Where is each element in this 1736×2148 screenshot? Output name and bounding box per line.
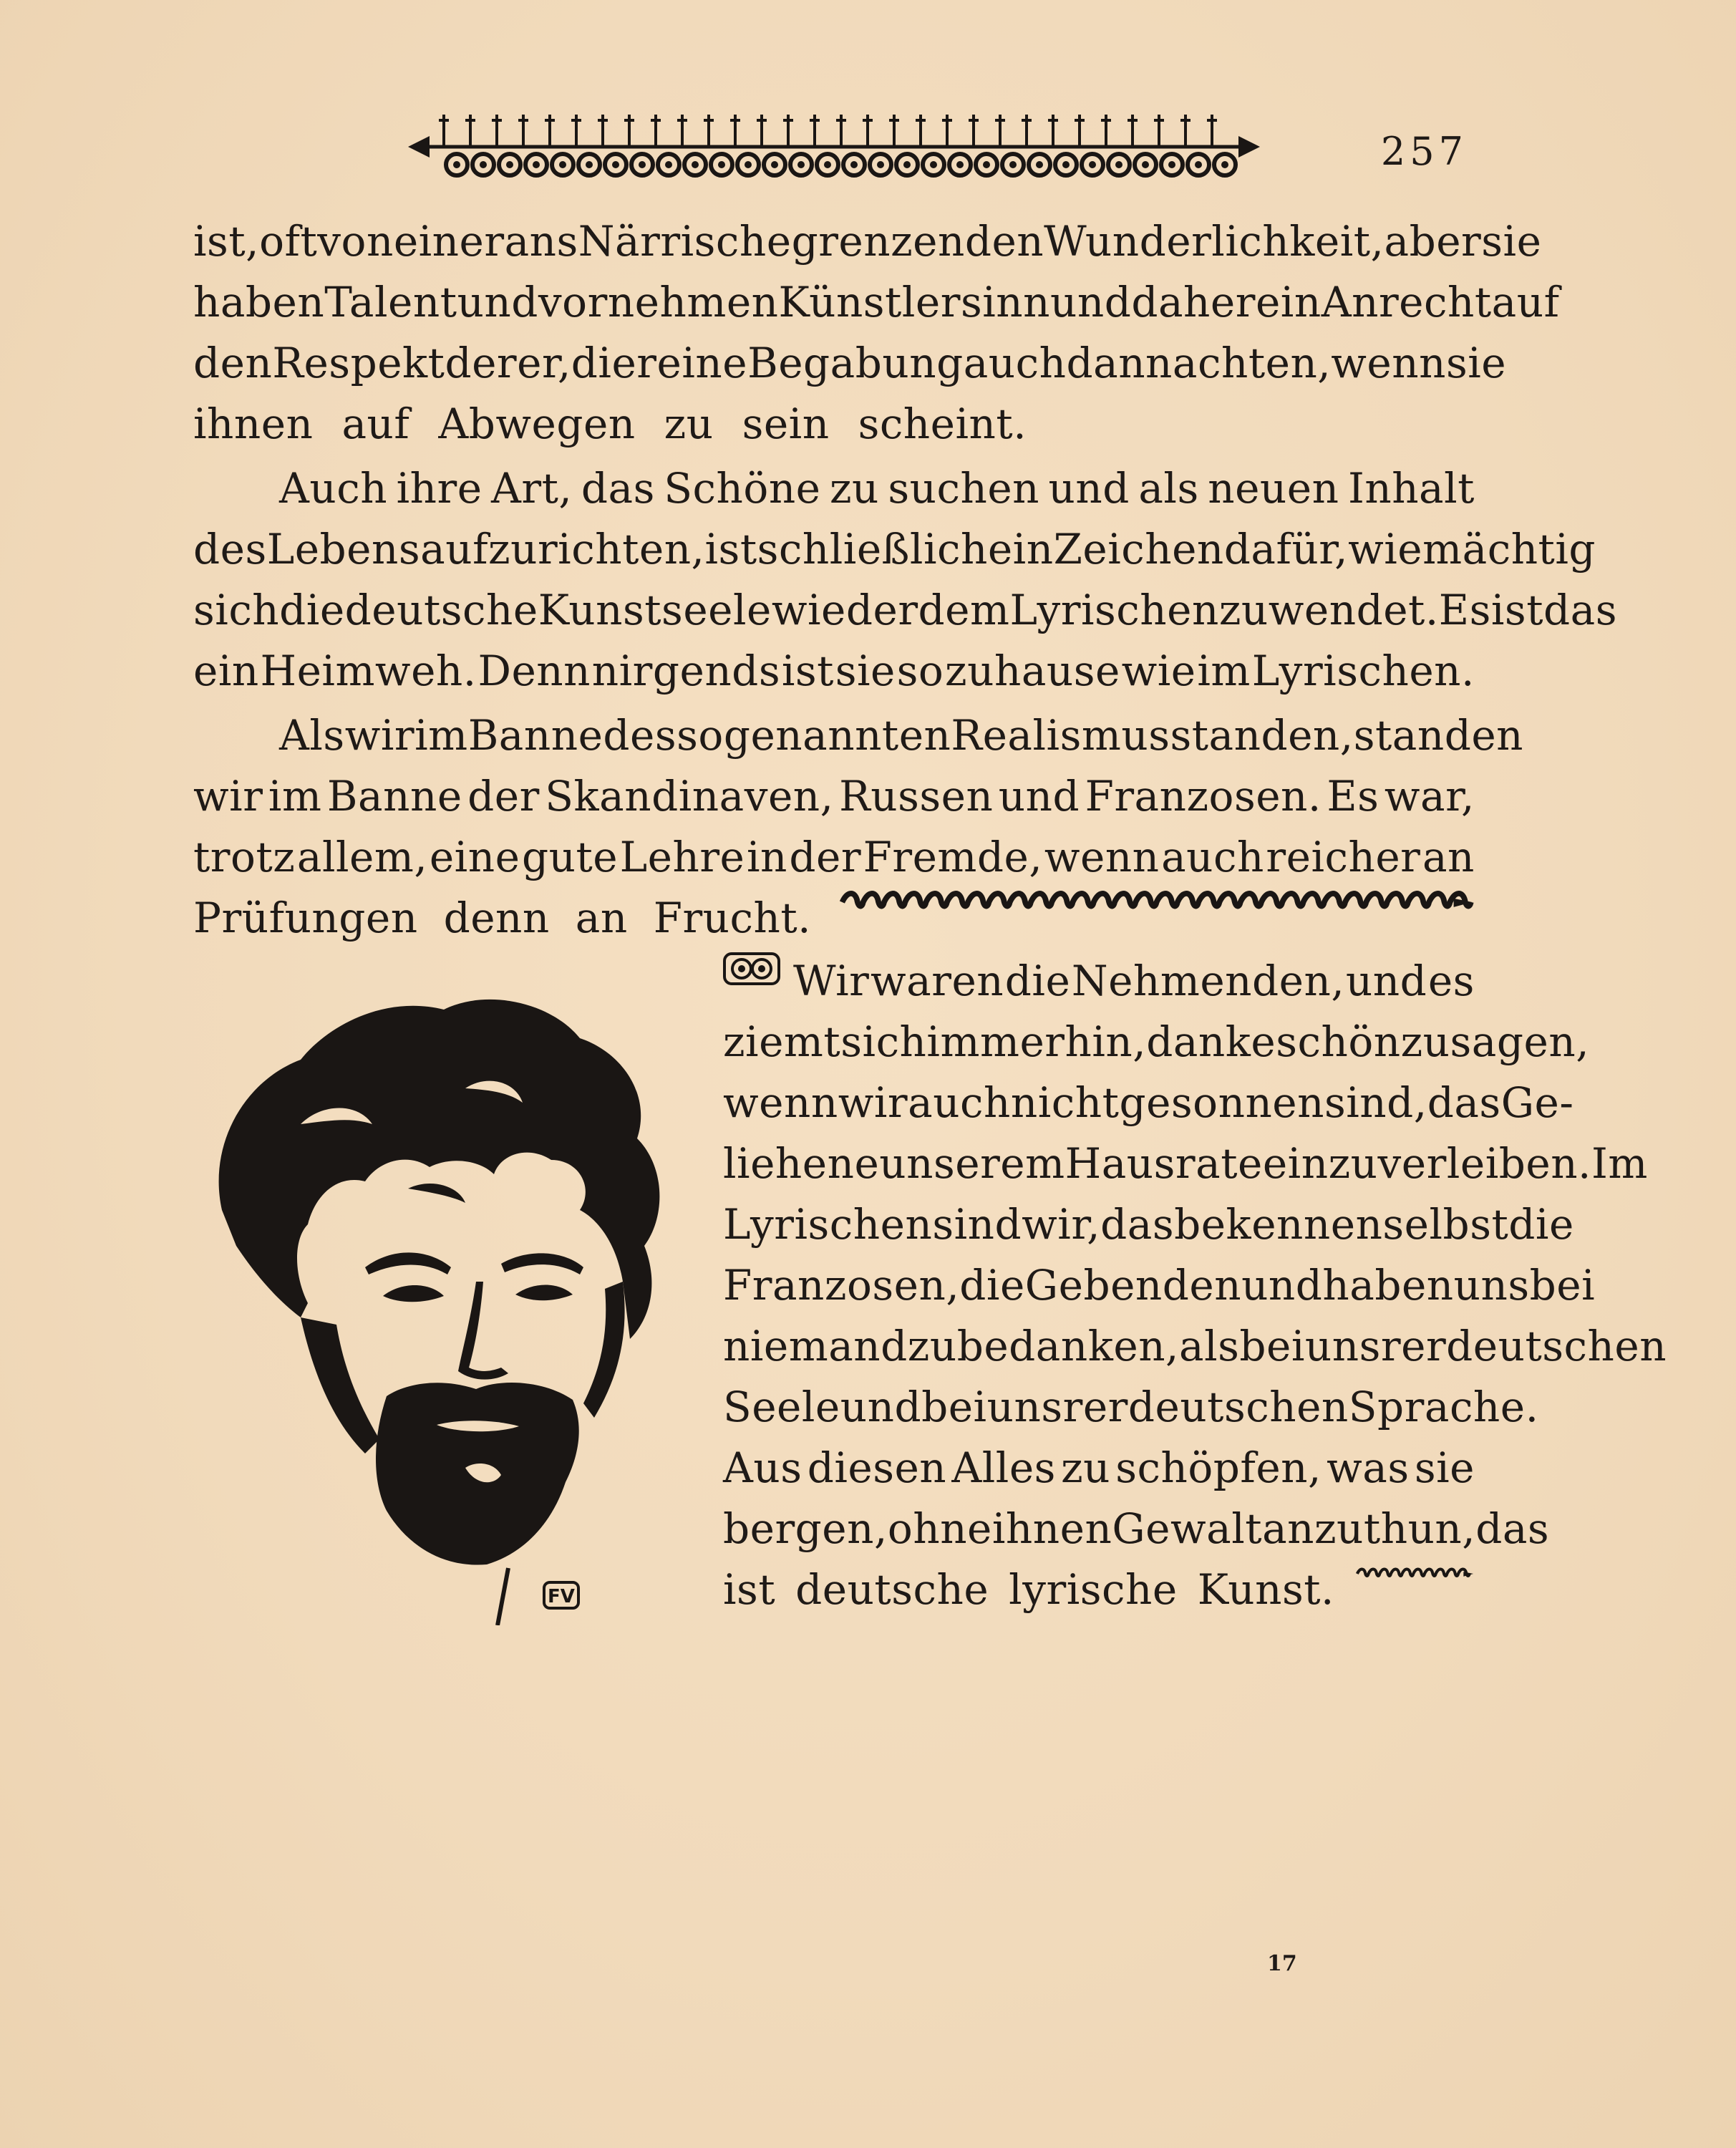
word: auch — [1161, 833, 1264, 881]
word: standen, — [1170, 711, 1354, 760]
word: ihnen — [193, 400, 314, 448]
word: Sprache. — [1348, 1383, 1539, 1431]
text-line — [193, 705, 1524, 765]
signature-mark: 17 — [1267, 1951, 1297, 1976]
word: Künstlersinn — [778, 278, 1050, 326]
word: Wir — [793, 957, 870, 1005]
word: wenn — [723, 1078, 838, 1127]
word: Abwegen — [438, 400, 636, 448]
word: so — [896, 647, 944, 695]
word: Franzosen. — [1085, 772, 1322, 821]
word: ihre — [396, 464, 483, 513]
text-line — [723, 1073, 1574, 1133]
word: sein — [742, 400, 830, 448]
word: die — [279, 586, 345, 634]
text-line — [193, 211, 1542, 271]
word: Respekt — [272, 339, 445, 387]
word: Fremde, — [863, 833, 1043, 881]
word: mächtig — [1422, 525, 1596, 574]
word: Lehre — [619, 833, 745, 881]
word: vornehmen — [538, 278, 779, 326]
word: haben — [193, 278, 325, 326]
word: und — [840, 1383, 922, 1431]
word: ziemt — [723, 1017, 841, 1066]
word: aufzurichten, — [420, 525, 705, 574]
word: Kunst. — [1197, 1565, 1334, 1614]
word: neuen — [1208, 464, 1339, 513]
word: auch — [908, 1078, 1011, 1127]
word: immerhin, — [926, 1017, 1147, 1066]
word: Ge- — [1500, 1078, 1574, 1127]
word: Lyrischen — [1009, 586, 1219, 634]
word: Lebens — [266, 525, 421, 574]
word: wie — [1121, 647, 1196, 695]
text-line — [723, 1559, 1475, 1620]
word: bei — [1239, 1322, 1305, 1370]
word: Gebenden — [1024, 1261, 1242, 1310]
word: haben — [1322, 1261, 1454, 1310]
word: deutschen — [1128, 1383, 1349, 1431]
text-line-words — [193, 888, 811, 948]
word: Prüfungen — [193, 894, 418, 942]
word: die — [571, 339, 637, 387]
word: und — [1050, 278, 1132, 326]
word: Art, — [491, 464, 573, 513]
word: nirgends — [591, 647, 781, 695]
word: ist, — [193, 217, 260, 266]
word: Zeichen — [1053, 525, 1224, 574]
word: sie — [1481, 217, 1542, 266]
text-line-words — [793, 951, 1475, 1011]
word: wir — [193, 772, 263, 821]
text-line — [193, 394, 1475, 454]
word: allem, — [296, 833, 428, 881]
word: niemand — [723, 1322, 908, 1370]
word: im — [268, 772, 322, 821]
header-ornament — [408, 107, 1260, 186]
word: Realismus — [951, 711, 1170, 760]
word: und — [1048, 464, 1130, 513]
word: daher — [1131, 278, 1256, 326]
word: Alles — [951, 1443, 1056, 1492]
word: bergen, — [723, 1504, 888, 1553]
word: Nehmenden, — [1071, 957, 1345, 1005]
word: des — [603, 711, 677, 760]
word: auch — [963, 339, 1067, 387]
word: Aus — [723, 1443, 802, 1492]
text-line — [193, 827, 1475, 887]
word: selbst — [1382, 1200, 1509, 1249]
word: Frucht. — [653, 894, 812, 942]
word: zu — [664, 400, 714, 448]
word: schließlich — [757, 525, 988, 574]
word: die — [959, 1261, 1025, 1310]
word: im — [1197, 647, 1251, 695]
word: unsrer — [1304, 1322, 1447, 1370]
word: lyrische — [1009, 1565, 1178, 1614]
word: sind — [932, 1200, 1022, 1249]
word: danke — [1146, 1017, 1276, 1066]
word: liehene — [723, 1139, 880, 1188]
word: wieder — [771, 586, 918, 634]
word: Russen — [839, 772, 994, 821]
word: sich — [193, 586, 280, 634]
word: Lyrischen. — [1251, 647, 1475, 695]
word: sich — [840, 1017, 927, 1066]
word: als — [1138, 464, 1199, 513]
owl-ornament-icon — [723, 951, 780, 987]
text-line — [723, 1255, 1596, 1315]
word: deutschen — [1446, 1322, 1667, 1370]
word: Seele — [723, 1383, 840, 1431]
word: suchen — [888, 464, 1040, 513]
word: uns — [1453, 1261, 1530, 1310]
word: Banne — [326, 772, 462, 821]
text-line — [193, 641, 1475, 701]
word: der — [467, 772, 540, 821]
word: ein — [987, 525, 1054, 574]
word: bekennen — [1174, 1200, 1383, 1249]
word: Anrecht — [1321, 278, 1492, 326]
word: wir — [344, 711, 415, 760]
word: was — [1327, 1443, 1410, 1492]
text-line — [723, 1438, 1475, 1498]
portrait-woodcut — [193, 981, 687, 1625]
word: zuwendet. — [1218, 586, 1439, 634]
word: das — [1427, 1078, 1501, 1127]
word: ans — [504, 217, 578, 266]
text-line — [193, 333, 1507, 393]
word: ein — [1255, 278, 1322, 326]
word: nicht — [1010, 1078, 1120, 1127]
word: schön — [1276, 1017, 1401, 1066]
word: waren — [871, 957, 1004, 1005]
word: derer, — [445, 339, 571, 387]
word: wir — [838, 1078, 908, 1127]
word: einzuverleiben. — [1262, 1139, 1591, 1188]
word: zu — [829, 464, 879, 513]
word: Närrische — [578, 217, 792, 266]
word: dafür, — [1223, 525, 1349, 574]
word: Als — [279, 711, 345, 760]
word: an — [1422, 833, 1475, 881]
wave-ornament — [1356, 1559, 1475, 1588]
word: auf — [1491, 278, 1560, 326]
word: Banne — [467, 711, 603, 760]
word: Im — [1591, 1139, 1648, 1188]
word: und — [1241, 1261, 1323, 1310]
word: ihnen — [991, 1504, 1112, 1553]
word: Auch — [279, 464, 388, 513]
text-line — [723, 1012, 1590, 1072]
text-line — [193, 766, 1475, 826]
word: wenn — [1331, 339, 1446, 387]
word: Lyrischen — [723, 1200, 933, 1249]
word: und — [457, 278, 538, 326]
text-line — [723, 951, 1475, 1011]
text-line — [193, 519, 1596, 579]
word: gesonnen — [1119, 1078, 1324, 1127]
word: und — [1345, 957, 1427, 1005]
word: unserem — [879, 1139, 1065, 1188]
word: diesen — [807, 1443, 947, 1492]
word: zu — [1400, 1017, 1450, 1066]
word: reicher — [1266, 833, 1421, 881]
word: zuhause — [945, 647, 1120, 695]
word: Begabung — [747, 339, 964, 387]
word: das — [1475, 1504, 1550, 1553]
text-line — [723, 1377, 1539, 1437]
word: Heimweh. — [260, 647, 477, 695]
word: ist — [704, 525, 757, 574]
word: des — [193, 525, 267, 574]
text-line — [723, 1316, 1667, 1376]
text-line — [193, 580, 1617, 640]
word: achten, — [1172, 339, 1332, 387]
page-number: 257 — [1380, 129, 1468, 174]
word: sie — [835, 647, 896, 695]
text-line — [193, 458, 1475, 518]
text-line — [723, 1194, 1574, 1254]
word: und — [998, 772, 1080, 821]
svg-text:FV: FV — [548, 1586, 575, 1607]
word: anzuthun, — [1262, 1504, 1476, 1553]
word: der — [789, 833, 862, 881]
word: zu — [1061, 1443, 1111, 1492]
word: Talent — [324, 278, 457, 326]
word: Es — [1438, 586, 1491, 634]
word: ohne — [887, 1504, 992, 1553]
word: eine — [429, 833, 520, 881]
word: auf — [341, 400, 410, 448]
word: aber — [1384, 217, 1482, 266]
word: als — [1179, 1322, 1240, 1370]
word: bei — [921, 1383, 987, 1431]
monogram-fv — [544, 1582, 578, 1608]
word: einer — [393, 217, 505, 266]
word: Hausrate — [1065, 1139, 1263, 1188]
word: die — [1508, 1200, 1574, 1249]
word: das — [581, 464, 655, 513]
word: Wunderlichkeit, — [1044, 217, 1385, 266]
word: ist — [781, 647, 834, 695]
word: Gewalt — [1112, 1504, 1263, 1553]
word: Es — [1327, 772, 1379, 821]
word: schöpfen, — [1115, 1443, 1322, 1492]
word: deutsche — [344, 586, 538, 634]
text-line — [193, 888, 1475, 948]
word: dann — [1066, 339, 1173, 387]
word: standen — [1353, 711, 1524, 760]
word: war, — [1384, 772, 1475, 821]
word: wenn — [1044, 833, 1160, 881]
text-line — [723, 1133, 1648, 1194]
word: das — [1100, 1200, 1175, 1249]
word: von — [317, 217, 394, 266]
word: Inhalt — [1347, 464, 1475, 513]
text-line — [193, 272, 1560, 332]
word: den — [193, 339, 273, 387]
word: bei — [1529, 1261, 1596, 1310]
word: gute — [521, 833, 619, 881]
word: wir, — [1022, 1200, 1101, 1249]
wave-ornament — [840, 888, 1475, 916]
word: das — [1543, 586, 1617, 634]
word: an — [575, 894, 628, 942]
text-line-words — [723, 1559, 1334, 1620]
word: scheint. — [858, 400, 1027, 448]
word: unsrer — [986, 1383, 1128, 1431]
word: reine — [636, 339, 748, 387]
text-line — [723, 1499, 1550, 1559]
word: sie — [1445, 339, 1507, 387]
word: bedanken, — [956, 1322, 1179, 1370]
word: sagen, — [1450, 1017, 1590, 1066]
word: ist — [1490, 586, 1543, 634]
word: Denn — [477, 647, 591, 695]
word: ein — [193, 647, 259, 695]
word: wie — [1348, 525, 1423, 574]
word: im — [414, 711, 468, 760]
word: in — [746, 833, 787, 881]
word: grenzenden — [791, 217, 1044, 266]
word: Franzosen, — [723, 1261, 960, 1310]
word: ist — [723, 1565, 776, 1614]
word: sogenannten — [677, 711, 951, 760]
word: Kunstseele — [538, 586, 772, 634]
word: oft — [259, 217, 318, 266]
word: Skandinaven, — [545, 772, 834, 821]
word: denn — [443, 894, 550, 942]
word: die — [1004, 957, 1071, 1005]
word: es — [1427, 957, 1475, 1005]
word: trotz — [193, 833, 296, 881]
word: Schöne — [664, 464, 821, 513]
word: sie — [1414, 1443, 1475, 1492]
word: zu — [907, 1322, 957, 1370]
word: sind, — [1324, 1078, 1427, 1127]
word: deutsche — [795, 1565, 989, 1614]
word: dem — [918, 586, 1010, 634]
